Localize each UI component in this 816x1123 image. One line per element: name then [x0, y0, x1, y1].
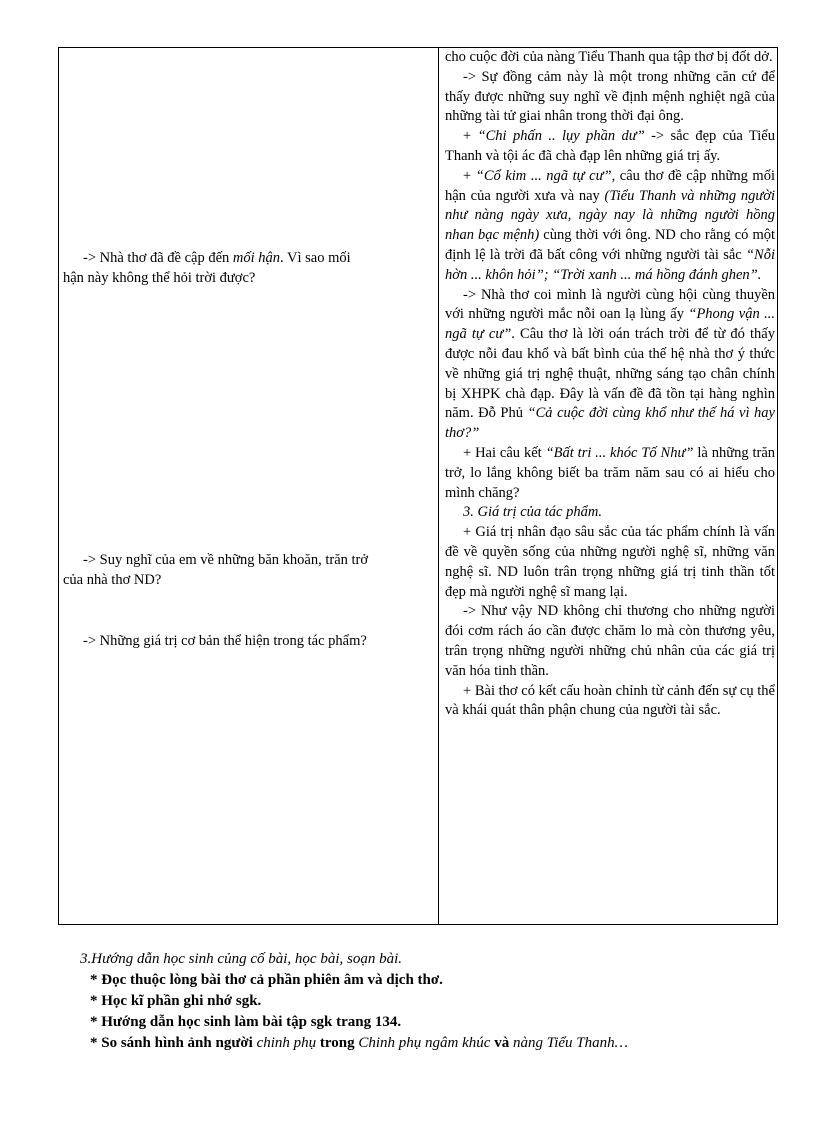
answer-column	[445, 48, 775, 721]
homework-section	[80, 949, 780, 1054]
homework-item: * Đọc thuộc lòng bài thơ cả phần phiên âm và dịch thơ.	[90, 972, 443, 988]
lesson-table	[58, 47, 778, 925]
answer-paragraph: + Bài thơ có kết cấu hoàn chỉnh từ cảnh đến sự cụ thể và khái quát thân phận chung của người tài sắc.	[445, 682, 775, 719]
homework-item: * So sánh hình ảnh người chinh phụ trong Chinh phụ ngâm khúc và nàng Tiểu Thanh…	[90, 1035, 628, 1051]
answer-paragraph: -> Sự đồng cảm này là một trong những căn cứ để thấy được những suy nghĩ về định mệnh nghiệt ngã của những tài tử giai nhân trong thời đại ông.	[445, 68, 775, 125]
answer-paragraph: -> Nhà thơ coi mình là người cùng hội cùng thuyền với những người mắc nỗi oan lạ lùng ấy “Phong vận ... ngã tự cư”. Câu thơ là lời oán trách trời để từ đó thấy được nỗi đau khổ và bất bình của thế hệ nhà thơ ý thức về những giá trị nghệ thuật, những sáng tạo chân chính bị XHPK chà đạp. Đây là vấn đề đã tồn tại hàng nghìn năm. Đỗ Phủ “Cả cuộc đời cùng khổ như thế há vì hay thơ?”	[445, 286, 776, 442]
question-regret: -> Nhà thơ đã đề cập đến mối hận. Vì sao mối hận này không thể hỏi trời được?	[63, 250, 351, 286]
column-divider	[438, 48, 439, 924]
homework-item: * Học kĩ phần ghi nhớ sgk.	[90, 993, 262, 1009]
answer-paragraph: + Giá trị nhân đạo sâu sắc của tác phẩm chính là vấn đề về quyền sống của những người nghệ sĩ, những văn nghệ sĩ. ND luôn trân trọng những giá trị tinh thần tốt đẹp mà người nghệ sĩ mang lại.	[445, 524, 775, 600]
answer-paragraph: cho cuộc đời của nàng Tiểu Thanh qua tập thơ bị đốt dở.	[445, 49, 773, 65]
answer-paragraph: -> Như vậy ND không chỉ thương cho những người đói cơm rách áo cần được chăm lo mà còn thương yêu, trân trọng những người những chủ nhân của các giá trị văn hóa tinh thần.	[445, 603, 775, 679]
answer-paragraph: + “Chi phấn .. lụy phần dư” -> sắc đẹp của Tiểu Thanh và tội ác đã chà đạp lên những giá trị ấy.	[445, 128, 775, 164]
question-reflection: -> Suy nghĩ của em về những băn khoăn, trăn trở của nhà thơ ND?	[63, 552, 369, 588]
answer-paragraph: + “Cổ kim ... ngã tự cư”, câu thơ đề cập những mối hận của người xưa và nay (Tiểu Thanh và những người như nàng ngày xưa, ngày nay là những người hồng nhan bạc mệnh) cùng thời với ông. ND cho rằng có một định lệ là trời đã bất công với những người tài sắc “Nỗi hờn ... khôn hỏi”; “Trời xanh ... má hồng đánh ghen”.	[445, 167, 776, 283]
homework-heading: 3.Hướng dẫn học sinh củng cố bài, học bài, soạn bài.	[80, 951, 402, 967]
section-heading: 3. Giá trị của tác phẩm.	[463, 504, 602, 521]
question-values: -> Những giá trị cơ bản thể hiện trong tác phẩm?	[83, 633, 367, 649]
homework-item: * Hướng dẫn học sinh làm bài tập sgk trang 134.	[90, 1014, 402, 1030]
answer-paragraph: + Hai câu kết “Bất tri ... khóc Tố Như” là những trăn trở, lo lắng không biết ba trăm năm sau có ai hiểu cho mình chăng?	[445, 444, 776, 501]
